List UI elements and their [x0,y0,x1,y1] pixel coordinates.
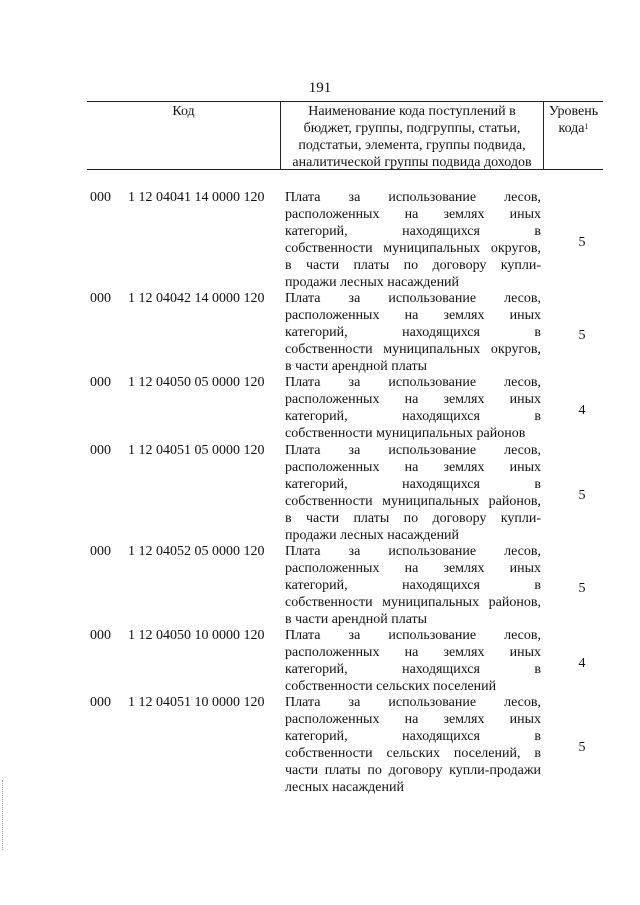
revenue-name-line: собственности муниципальных округов, [285,241,541,256]
footnote-mark: 1 [584,122,589,131]
revenue-name [285,290,541,375]
table-header [87,101,603,170]
revenue-name-line: Плата за использование лесов, [285,628,541,643]
revenue-name [285,543,541,628]
revenue-name-line: расположенных на землях иных [285,561,541,576]
revenue-name-line: части платы по договору купли-продажи [285,763,541,778]
revenue-name-line: в части арендной платы [285,612,428,627]
revenue-name-line: продажи лесных насаждений [285,528,460,543]
revenue-code: 1 12 04051 05 0000 120 [128,443,265,458]
revenue-name [285,189,541,291]
revenue-name-line: собственности муниципальных округов, [285,342,541,357]
revenue-name-line: продажи лесных насаждений [285,275,460,290]
revenue-name-line: категорий, находящихся в [285,578,541,593]
revenue-name-line: расположенных на землях иных [285,645,541,660]
header-code: Код [172,104,195,119]
admin-code: 000 [90,544,111,559]
revenue-name-line: категорий, находящихся в [285,729,541,744]
revenue-name-line: категорий, находящихся в [285,409,541,424]
level-code: 4 [578,656,586,671]
revenue-name-line: Плата за использование лесов, [285,190,541,205]
admin-code: 000 [90,443,111,458]
revenue-name-line: расположенных на землях иных [285,207,541,222]
revenue-name-line: Плата за использование лесов, [285,375,541,390]
revenue-name-line: категорий, находящихся в [285,662,541,677]
admin-code: 000 [90,375,111,390]
header-level: Уровень кода$^1$ [548,104,599,136]
revenue-name [285,694,541,796]
revenue-name-line: категорий, находящихся в [285,477,541,492]
revenue-code: 1 12 04050 05 0000 120 [128,375,265,390]
revenue-name [285,374,541,442]
level-code: 4 [578,403,586,418]
level-code: 5 [578,740,586,755]
level-code: 5 [578,235,586,250]
revenue-name-line: лесных насаждений [285,780,404,795]
revenue-name-line: в части платы по договору купли- [285,511,541,526]
revenue-name-line: Плата за использование лесов, [285,291,541,306]
revenue-name [285,442,541,544]
revenue-code: 1 12 04050 10 0000 120 [128,628,265,643]
revenue-name-line: собственности муниципальных районов [285,426,526,441]
revenue-name-line: расположенных на землях иных [285,712,541,727]
level-code: 5 [578,581,586,596]
admin-code: 000 [90,628,111,643]
revenue-code: 1 12 04051 10 0000 120 [128,695,265,710]
revenue-name-line: расположенных на землях иных [285,392,541,407]
revenue-name-line: Плата за использование лесов, [285,443,541,458]
revenue-name-line: собственности сельских поселений [285,679,497,694]
revenue-code: 1 12 04052 05 0000 120 [128,544,265,559]
revenue-name-line: собственности сельских поселений, в [285,746,541,761]
header-name: Наименование кода поступлений в бюджет, группы, подгруппы, статьи, подстатьи, элемента, группы подвида, аналитической группы подвида доходов [280,102,544,169]
level-code: 5 [578,488,586,503]
revenue-name-line: Плата за использование лесов, [285,695,541,710]
admin-code: 000 [90,190,111,205]
revenue-name-line: категорий, находящихся в [285,325,541,340]
revenue-name-line: в части арендной платы [285,359,428,374]
scan-margin-marks [2,780,6,850]
admin-code: 000 [90,695,111,710]
revenue-code: 1 12 04042 14 0000 120 [128,291,265,306]
revenue-name-line: расположенных на землях иных [285,308,541,323]
level-code: 5 [578,328,586,343]
revenue-name-line: в части платы по договору купли- [285,258,541,273]
page-number: 191 [308,80,332,96]
revenue-name-line: собственности муниципальных районов, [285,494,541,509]
revenue-name-line: расположенных на землях иных [285,460,541,475]
revenue-name-line: категорий, находящихся в [285,224,541,239]
revenue-name-line: Плата за использование лесов, [285,544,541,559]
revenue-name-line: собственности муниципальных районов, [285,595,541,610]
admin-code: 000 [90,291,111,306]
revenue-name [285,627,541,695]
revenue-code: 1 12 04041 14 0000 120 [128,190,265,205]
